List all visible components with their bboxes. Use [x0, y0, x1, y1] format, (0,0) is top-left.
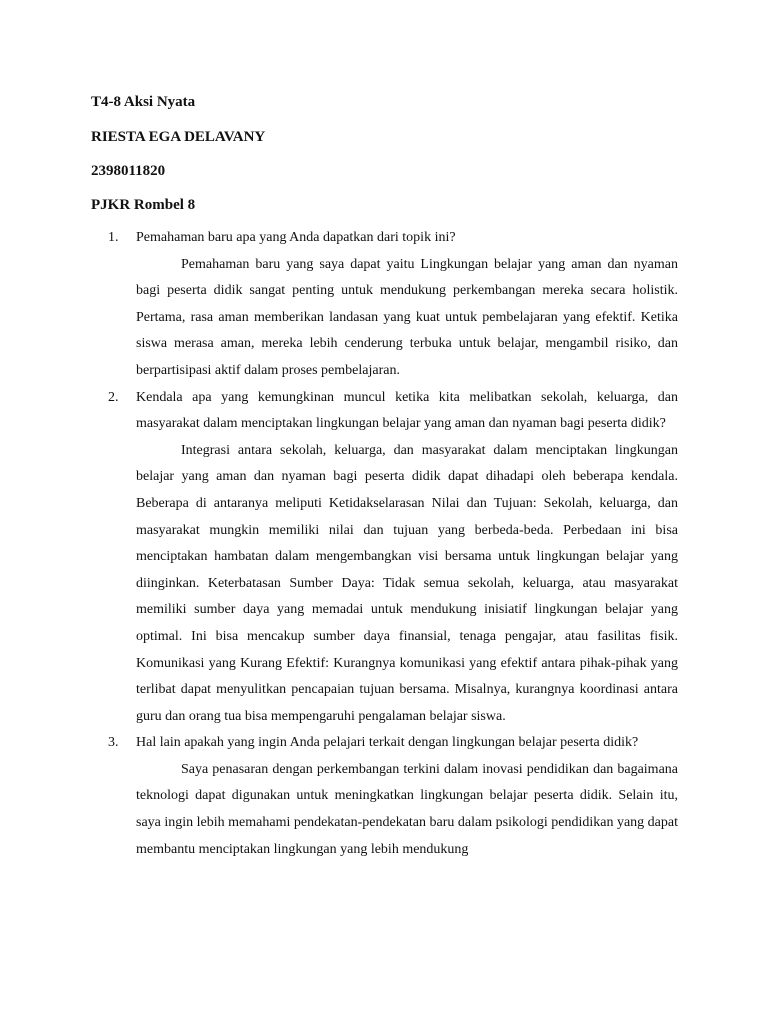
question-number: 2.: [108, 389, 119, 405]
answer-text: Pemahaman baru yang saya dapat yaitu Lingkungan belajar yang aman dan nyaman bagi peserta didik sangat penting untuk mendukung perkembangan mereka secara holistik. Pertama, rasa aman memberikan landasan yang kuat untuk pembelajaran yang efektif. Ketika siswa merasa aman, mereka lebih cenderung terbuka untuk belajar, mengambil risiko, dan berpartisipasi aktif dalam proses pembelajaran.: [136, 256, 678, 378]
question-number: 3.: [108, 735, 119, 751]
question-item-1: [108, 225, 678, 385]
answer-text: Saya penasaran dengan perkembangan terkini dalam inovasi pendidikan dan bagaimana teknologi dapat digunakan untuk meningkatkan lingkungan belajar peserta didik. Selain itu, saya ingin lebih memahami pendekatan-pendekatan baru dalam psikologi pendidikan yang dapat membantu menciptakan lingkungan yang lebih mendukung: [136, 761, 678, 857]
question-text: Hal lain apakah yang ingin Anda pelajari terkait dengan lingkungan belajar peserta didik?: [136, 735, 639, 751]
question-list: [108, 225, 678, 863]
document-title: T4-8 Aksi Nyata: [91, 94, 196, 110]
student-id: 2398011820: [91, 163, 166, 179]
question-text: Pemahaman baru apa yang Anda dapatkan dari topik ini?: [136, 230, 456, 245]
answer-text: Integrasi antara sekolah, keluarga, dan masyarakat dalam menciptakan lingkungan belajar yang aman dan nyaman bagi peserta didik dapat dihadapi oleh beberapa kendala. Beberapa di antaranya meliputi Ketidakselarasan Nilai dan Tujuan: Sekolah, keluarga, dan masyarakat mungkin memiliki nilai dan tujuan yang berbeda-beda. Perbedaan ini bisa menciptakan hambatan dalam mengembangkan visi bersama untuk lingkungan belajar yang diinginkan. Keterbatasan Sumber Daya: Tidak semua sekolah, keluarga, atau masyarakat memiliki sumber daya yang memadai untuk mendukung inisiatif lingkungan belajar yang optimal. Ini bisa mencakup sumber daya finansial, tenaga pengajar, atau fasilitas fisik. Komunikasi yang Kurang Efektif: Kurangnya komunikasi yang efektif antara pihak-pihak yang terlibat dapat menyulitkan pencapaian tujuan bersama. Misalnya, kurangnya koordinasi antara guru dan orang tua bisa mempengaruhi pengalaman belajar siswa.: [136, 442, 678, 724]
author-name: RIESTA EGA DELAVANY: [91, 129, 266, 145]
question-number: 1.: [108, 230, 119, 245]
class-label: PJKR Rombel 8: [91, 197, 196, 213]
question-text: Kendala apa yang kemungkinan muncul ketika kita melibatkan sekolah, keluarga, dan masyarakat dalam menciptakan lingkungan belajar yang aman dan nyaman bagi peserta didik?: [136, 389, 678, 432]
question-item-3: [108, 730, 678, 863]
question-item-2: [108, 385, 678, 731]
